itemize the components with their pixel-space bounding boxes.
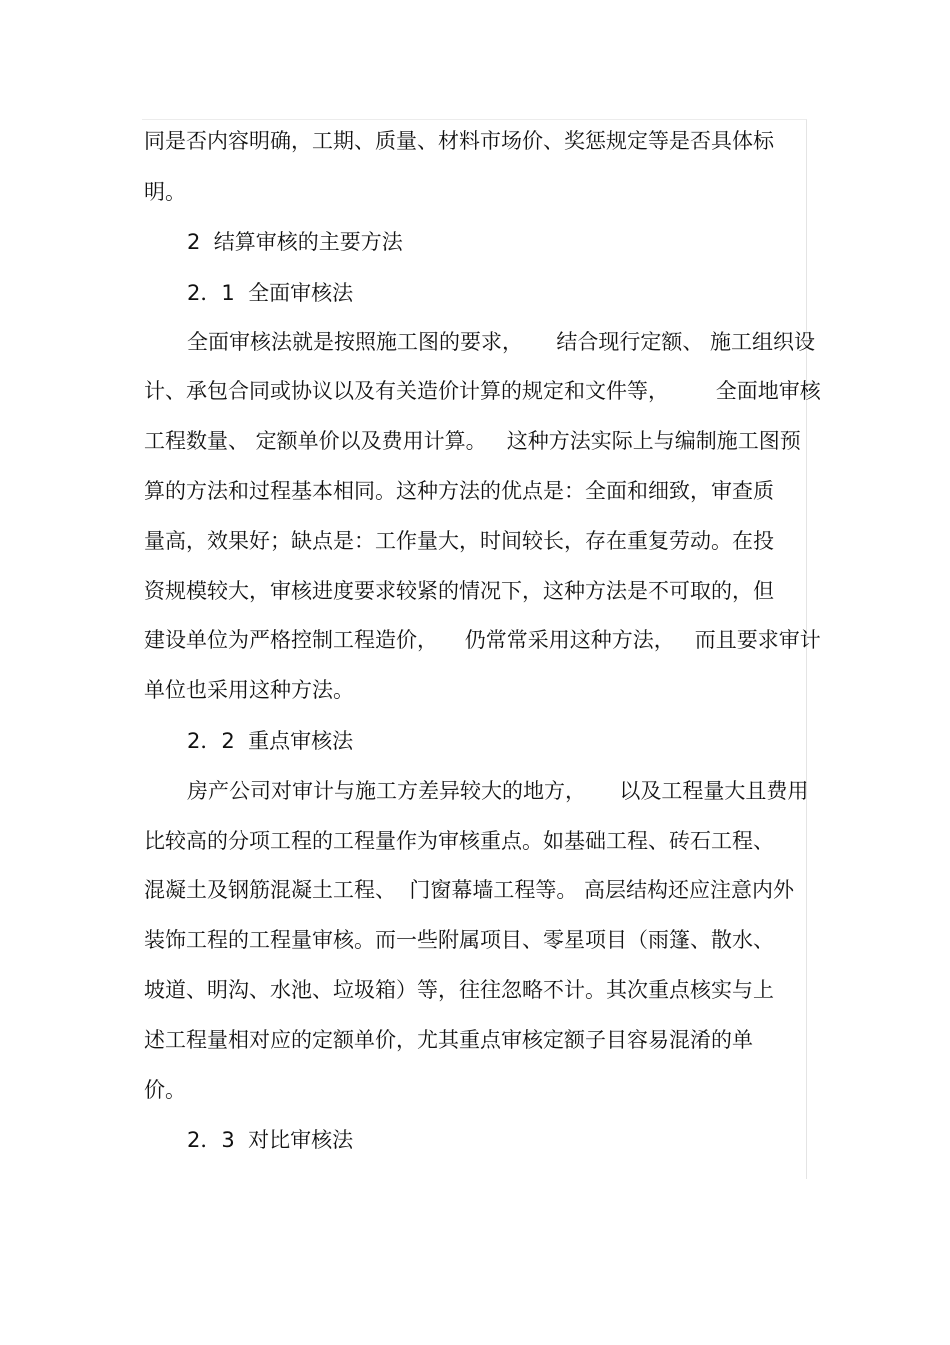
paragraph-line: 明。 <box>144 180 186 204</box>
paragraph-line: 房产公司对审计与施工方差异较大的地方， 以及工程量大且费用 <box>187 779 809 803</box>
paragraph-line: 比较高的分项工程的工程量作为审核重点。如基础工程、砖石工程、 <box>144 829 774 853</box>
paragraph-line: 资规模较大，审核进度要求较紧的情况下，这种方法是不可取的，但 <box>144 579 774 603</box>
paragraph-line: 混凝土及钢筋混凝土工程、 门窗幕墙工程等。 高层结构还应注意内外 <box>144 878 795 902</box>
subsection-heading: 2．2 重点审核法 <box>187 729 354 753</box>
paragraph-line: 计、承包合同或协议以及有关造价计算的规定和文件等， 全面地审核 <box>144 379 821 403</box>
paragraph-line: 价。 <box>144 1078 186 1102</box>
paragraph-line: 述工程量相对应的定额单价，尤其重点审核定额子目容易混淆的单 <box>144 1028 753 1052</box>
paragraph-line: 算的方法和过程基本相同。这种方法的优点是：全面和细致，审查质 <box>144 479 774 503</box>
section-heading: 2 结算审核的主要方法 <box>187 230 403 254</box>
paragraph-line: 工程数量、 定额单价以及费用计算。 这种方法实际上与编制施工图预 <box>144 429 801 453</box>
paragraph-line: 坡道、明沟、水池、垃圾箱）等，往往忽略不计。其次重点核实与上 <box>144 978 774 1002</box>
paragraph-line: 装饰工程的工程量审核。而一些附属项目、零星项目（雨篷、散水、 <box>144 928 774 952</box>
paragraph-line: 同是否内容明确，工期、质量、材料市场价、奖惩规定等是否具体标 <box>144 129 774 153</box>
paragraph-line: 全面审核法就是按照施工图的要求， 结合现行定额、 施工组织设 <box>187 330 816 354</box>
paragraph-line: 建设单位为严格控制工程造价， 仍常常采用这种方法， 而且要求审计 <box>144 628 821 652</box>
subsection-heading: 2．3 对比审核法 <box>187 1128 354 1152</box>
paragraph-line: 单位也采用这种方法。 <box>144 678 354 702</box>
paragraph-line: 量高，效果好；缺点是：工作量大，时间较长，存在重复劳动。在投 <box>144 529 774 553</box>
subsection-heading: 2．1 全面审核法 <box>187 281 354 305</box>
